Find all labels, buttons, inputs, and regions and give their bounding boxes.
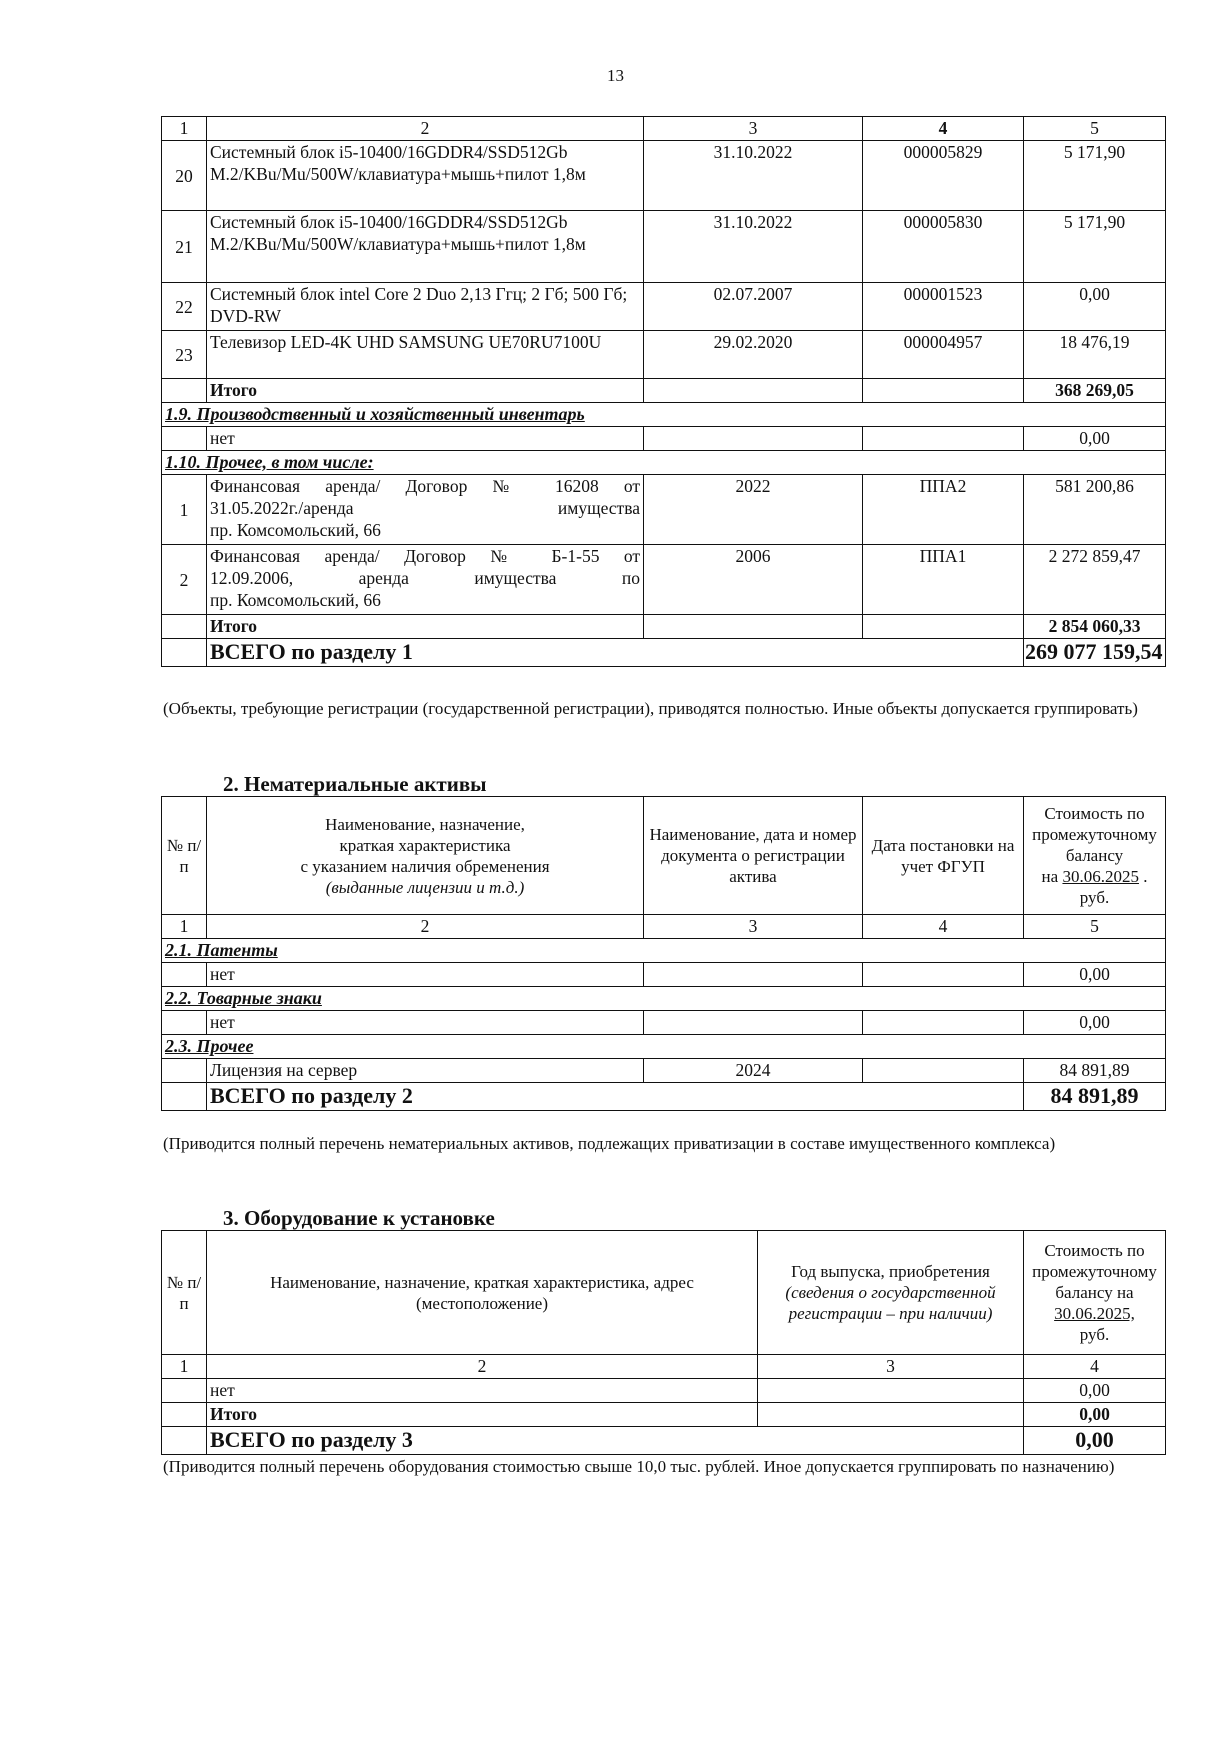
item-value: 5 171,90: [1024, 211, 1166, 283]
item-value: 84 891,89: [1024, 1059, 1166, 1083]
header-row: [162, 1231, 1166, 1355]
item-name-line3: пр. Комсомольский, 66: [210, 520, 381, 540]
empty-cell: [162, 379, 207, 403]
column-number-row: [162, 1355, 1166, 1379]
table-row: [162, 283, 1166, 331]
row-number: 23: [162, 331, 207, 379]
item-date: 31.10.2022: [644, 211, 863, 283]
section2-note: (Приводится полный перечень нематериальных активов, подлежащих приватизации в составе имущественного комплекса): [163, 1134, 1056, 1153]
col-num: 1: [162, 1355, 207, 1379]
row-number: 21: [162, 211, 207, 283]
grand-total-row: [162, 1083, 1166, 1111]
item-code: ППА2: [863, 475, 1024, 545]
empty-cell: [162, 1011, 207, 1035]
empty-cell: [162, 963, 207, 987]
subsection-header: [162, 1035, 1166, 1059]
col-num: 1: [162, 915, 207, 939]
table-row: [162, 1379, 1166, 1403]
col-num: 2: [207, 915, 644, 939]
empty-cell: [162, 427, 207, 451]
header-row: [162, 797, 1166, 915]
item-name: нет: [207, 1379, 758, 1403]
item-value: 0,00: [1024, 1011, 1166, 1035]
header-name: Наименование, назначение, краткая характеристика, адрес (местоположение): [207, 1231, 758, 1355]
page-number: 13: [607, 66, 624, 85]
table-row: [162, 141, 1166, 211]
header-num: № п/п: [162, 1231, 207, 1355]
subtotal-value: 368 269,05: [1024, 379, 1166, 403]
col-num: 3: [644, 915, 863, 939]
col-num: 1: [162, 117, 207, 141]
section2-table: [161, 796, 1166, 1111]
item-name-line1: Финансовая аренда/ Договор № 16208 от: [210, 476, 641, 496]
grand-total-value: 84 891,89: [1024, 1083, 1166, 1111]
empty-cell: [863, 615, 1024, 639]
empty-cell: [162, 1403, 207, 1427]
header-cost-date: 30.06.2025: [1062, 867, 1139, 886]
empty-cell: [162, 1427, 207, 1455]
header-year-line: Год выпуска, приобретения: [791, 1262, 990, 1281]
empty-cell: [644, 427, 863, 451]
subtotal-label: Итого: [207, 615, 644, 639]
item-value: 0,00: [1024, 1379, 1166, 1403]
item-name: Лицензия на сервер: [207, 1059, 644, 1083]
header-cost: [1024, 1231, 1166, 1355]
header-cost-date: 30.06.2025,: [1054, 1304, 1135, 1323]
col-num: 4: [863, 117, 1024, 141]
item-value: 0,00: [1024, 427, 1166, 451]
subsection-title: 2.2. Товарные знаки: [162, 987, 1166, 1011]
section3-title: 3. Оборудование к установке: [223, 1206, 495, 1230]
item-date: [863, 963, 1024, 987]
subtotal-label: Итого: [207, 1403, 758, 1427]
item-name: нет: [207, 427, 644, 451]
item-year: 2006: [644, 545, 863, 615]
grand-total-row: [162, 639, 1166, 667]
header-name-line: с указанием наличия обременения: [300, 856, 550, 876]
empty-cell: [863, 427, 1024, 451]
item-name-line3: пр. Комсомольский, 66: [210, 590, 381, 610]
grand-total-value: 269 077 159,54: [1024, 639, 1166, 667]
table-row: [162, 211, 1166, 283]
header-cost: [1024, 797, 1166, 915]
row-number: 2: [162, 545, 207, 615]
header-cost-date-line: на 30.06.2025 .: [1041, 867, 1148, 886]
empty-cell: [863, 379, 1024, 403]
subtotal-row: [162, 379, 1166, 403]
header-year: [758, 1231, 1024, 1355]
header-year-note: (сведения о государственной регистрации – при наличии): [785, 1283, 996, 1323]
header-name: [207, 797, 644, 915]
grand-total-label: ВСЕГО по разделу 1: [207, 639, 1024, 667]
col-num: 4: [863, 915, 1024, 939]
item-value: 0,00: [1024, 963, 1166, 987]
item-doc: 2024: [644, 1059, 863, 1083]
col-num: 2: [207, 1355, 758, 1379]
item-date: 02.07.2007: [644, 283, 863, 331]
empty-cell: [162, 1379, 207, 1403]
col-num: 5: [1024, 117, 1166, 141]
subtotal-value: 2 854 060,33: [1024, 615, 1166, 639]
item-name: [207, 545, 644, 615]
item-doc: [644, 1011, 863, 1035]
item-value: 18 476,19: [1024, 331, 1166, 379]
inventory-number: 000005830: [863, 211, 1024, 283]
header-date: Дата постановки на учет ФГУП: [863, 797, 1024, 915]
subsection-title: 1.9. Производственный и хозяйственный инвентарь: [162, 403, 1166, 427]
empty-cell: [162, 615, 207, 639]
table-row: [162, 1059, 1166, 1083]
column-number-row: [162, 915, 1166, 939]
table-row: [162, 331, 1166, 379]
col-num: 5: [1024, 915, 1166, 939]
section3-table: [161, 1230, 1166, 1455]
item-date: 31.10.2022: [644, 141, 863, 211]
empty-cell: [162, 639, 207, 667]
section2-title: 2. Нематериальные активы: [223, 772, 487, 796]
inventory-number: 000004957: [863, 331, 1024, 379]
item-name: Системный блок i5-10400/16GDDR4/SSD512Gb M.2/KBu/Mu/500W/клавиатура+мышь+пилот 1,8м: [207, 211, 644, 283]
subsection-title: 2.3. Прочее: [162, 1035, 1166, 1059]
col-num: 3: [644, 117, 863, 141]
table-row: [162, 1011, 1166, 1035]
subsection-title: 2.1. Патенты: [162, 939, 1166, 963]
header-name-line: Наименование, назначение,: [325, 814, 525, 834]
subsection-header: [162, 987, 1166, 1011]
header-cost-text: Стоимость по промежуточному балансу: [1032, 804, 1157, 865]
row-number: 22: [162, 283, 207, 331]
grand-total-label: ВСЕГО по разделу 3: [207, 1427, 1024, 1455]
empty-cell: [162, 1059, 207, 1083]
header-num: № п/п: [162, 797, 207, 915]
section3-note: (Приводится полный перечень оборудования стоимостью свыше 10,0 тыс. рублей. Иное допускается группировать по назначению): [163, 1457, 1115, 1476]
grand-total-label: ВСЕГО по разделу 2: [207, 1083, 1024, 1111]
table-row: [162, 545, 1166, 615]
item-value: 0,00: [1024, 283, 1166, 331]
item-year: 2022: [644, 475, 863, 545]
col-num: 3: [758, 1355, 1024, 1379]
subtotal-row: [162, 1403, 1166, 1427]
item-code: ППА1: [863, 545, 1024, 615]
subsection-title: 1.10. Прочее, в том числе:: [162, 451, 1166, 475]
item-value: 2 272 859,47: [1024, 545, 1166, 615]
item-name: Системный блок intel Core 2 Duo 2,13 Ггц; 2 Гб; 500 Гб; DVD-RW: [207, 283, 644, 331]
item-name: нет: [207, 1011, 644, 1035]
header-name-line: (выданные лицензии и т.д.): [325, 877, 525, 897]
item-value: 5 171,90: [1024, 141, 1166, 211]
empty-cell: [162, 1083, 207, 1111]
item-date: [863, 1059, 1024, 1083]
header-doc: Наименование, дата и номер документа о регистрации актива: [644, 797, 863, 915]
subtotal-label: Итого: [207, 379, 644, 403]
subsection-header: [162, 939, 1166, 963]
item-year: [758, 1403, 1024, 1427]
empty-cell: [644, 615, 863, 639]
header-cost-text: Стоимость по промежуточному балансу на: [1032, 1241, 1157, 1302]
item-year: [758, 1379, 1024, 1403]
item-name: Системный блок i5-10400/16GDDR4/SSD512Gb M.2/KBu/Mu/500W/клавиатура+мышь+пилот 1,8м: [207, 141, 644, 211]
empty-cell: [644, 379, 863, 403]
header-cost-unit: руб.: [1079, 1325, 1110, 1344]
item-name: [207, 475, 644, 545]
item-doc: [644, 963, 863, 987]
item-name-line1: Финансовая аренда/ Договор № Б-1-55 от: [210, 546, 641, 566]
item-date: [863, 1011, 1024, 1035]
item-name-line2: 31.05.2022г./аренда имущества: [210, 498, 640, 518]
row-number: 1: [162, 475, 207, 545]
subsection-header: [162, 451, 1166, 475]
table-row: [162, 963, 1166, 987]
item-name-line2: 12.09.2006, аренда имущества по: [210, 568, 641, 588]
item-value: 581 200,86: [1024, 475, 1166, 545]
col-num: 4: [1024, 1355, 1166, 1379]
column-number-row: [162, 117, 1166, 141]
inventory-number: 000001523: [863, 283, 1024, 331]
col-num: 2: [207, 117, 644, 141]
subtotal-row: [162, 615, 1166, 639]
table-row: [162, 475, 1166, 545]
section1-table: [161, 116, 1166, 667]
inventory-number: 000005829: [863, 141, 1024, 211]
grand-total-row: [162, 1427, 1166, 1455]
subtotal-value: 0,00: [1024, 1403, 1166, 1427]
subsection-header: [162, 403, 1166, 427]
header-cost-unit: руб.: [1079, 888, 1110, 907]
section1-note: (Объекты, требующие регистрации (государственной регистрации), приводятся полностью. Иные объекты допускается группировать): [163, 699, 1138, 718]
item-name: нет: [207, 963, 644, 987]
row-number: 20: [162, 141, 207, 211]
item-date: 29.02.2020: [644, 331, 863, 379]
item-name: Телевизор LED-4K UHD SAMSUNG UE70RU7100U: [207, 331, 644, 379]
grand-total-value: 0,00: [1024, 1427, 1166, 1455]
table-row: [162, 427, 1166, 451]
header-name-line: краткая характеристика: [339, 835, 511, 855]
